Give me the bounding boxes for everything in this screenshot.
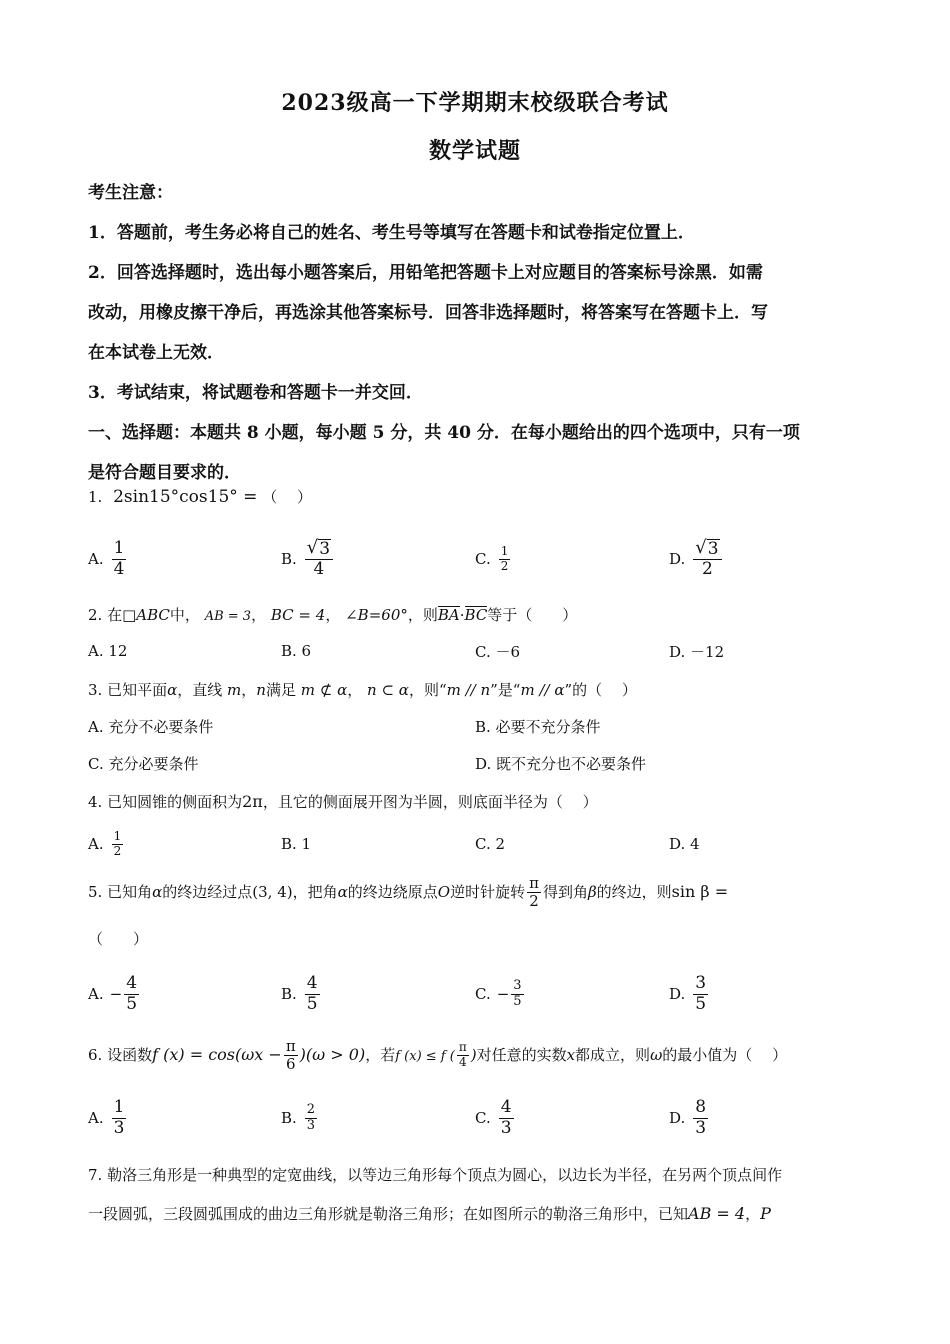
option-c[interactable]: C. − $\frac{3}{5}$	[475, 977, 522, 1009]
question-7-line2: 一段圆弧，三段圆弧围成的曲边三角形就是勒洛三角形；在如图所示的勒洛三角形中，已知AB = 4，P	[88, 1204, 771, 1223]
question-1-options	[88, 537, 868, 581]
question-1-stem: 1. 2sin15°cos15° = （ ）	[88, 487, 312, 507]
option-d[interactable]: D. －12	[669, 642, 725, 661]
notice-item: 3．考试结束，将试题卷和答题卡一并交回．	[88, 383, 423, 403]
question-6-stem: 6. 设函数f (x) = cos(ωx − $\frac{\pi}{6}$ )(ω > 0)，若f (x) ≤ f ( $\frac{\pi}{4}$ )对任意的实数x都成立，则ω的最小值为（ ）	[88, 1037, 788, 1074]
question-2-stem: 2. 在□ABC中， AB = 3， BC = 4， ∠B=60°，则BA·BC等于（ ）	[88, 606, 578, 624]
option-a[interactable]: A. 12	[88, 642, 128, 660]
question-5-paren: （ ）	[88, 930, 149, 948]
option-b[interactable]: B. $\frac{2}{3}$	[281, 1101, 316, 1133]
question-2-options	[88, 629, 868, 673]
option-c[interactable]: C. $\frac{1}{2}$	[475, 543, 509, 573]
option-d[interactable]: D. 既不充分也不必要条件	[475, 754, 647, 773]
question-4-options	[88, 822, 868, 866]
question-5-options	[88, 972, 868, 1016]
notice-item: 在本试卷上无效．	[88, 343, 224, 363]
option-c[interactable]: C. $\frac{4}{3}$	[475, 1096, 512, 1138]
question-3-stem: 3. 已知平面α，直线 m，n满足 m ⊄ α， n ⊂ α，则“m // n”是“m // α”的（ ）	[88, 681, 637, 699]
question-6-options	[88, 1096, 868, 1140]
option-b[interactable]: B. 必要不充分条件	[475, 717, 601, 736]
option-a[interactable]: A. $\frac{1}{2}$	[88, 828, 122, 858]
option-c[interactable]: C. 2	[475, 835, 506, 853]
question-7-line1: 7. 勒洛三角形是一种典型的定宽曲线，以等边三角形每个顶点为圆心，以边长为半径，在另两个顶点间作	[88, 1166, 783, 1184]
option-b[interactable]: B. 1	[281, 835, 312, 853]
exam-subtitle: 数学试题	[428, 138, 521, 164]
option-b[interactable]: B. $\frac{4}{5}$	[281, 972, 318, 1014]
section-heading: 是符合题目要求的．	[88, 463, 241, 483]
option-d[interactable]: D. √ 3 2	[669, 537, 724, 581]
exam-title: 2023级高一下学期期末校级联合考试	[281, 90, 669, 116]
question-4-stem: 4. 已知圆锥的侧面积为2π，且它的侧面展开图为半圆，则底面半径为（ ）	[88, 792, 598, 811]
section-heading: 一、选择题：本题共 8 小题，每小题 5 分，共 40 分．在每小题给出的四个选项中，只有一项	[88, 423, 800, 443]
notice-item: 2．回答选择题时，选出每小题答案后，用铅笔把答题卡上对应题目的答案标号涂黑．如需	[88, 263, 763, 283]
option-b[interactable]: B. 6	[281, 642, 312, 660]
notice-section	[88, 173, 868, 493]
option-c[interactable]: C. －6	[475, 642, 521, 661]
option-c[interactable]: C. 充分必要条件	[88, 754, 199, 773]
question-3-options-row2	[88, 741, 868, 785]
option-d[interactable]: D. $\frac{3}{5}$	[669, 972, 707, 1014]
option-d[interactable]: D. 4	[669, 835, 700, 853]
question-5-stem: 5. 已知角α的终边经过点(3, 4)，把角α的终边绕原点O逆时针旋转 $\frac{\pi}{2}$ 得到角β的终边，则sin β =	[88, 874, 729, 911]
notice-item: 1．答题前，考生务必将自己的姓名、考生号等填写在答题卡和试卷指定位置上．	[88, 223, 695, 243]
option-a[interactable]: A. $\frac{1}{4}$	[88, 537, 125, 579]
notice-heading: 考生注意：	[88, 183, 173, 203]
option-a[interactable]: A. 充分不必要条件	[88, 717, 214, 736]
notice-item: 改动，用橡皮擦干净后，再选涂其他答案标号．回答非选择题时，将答案写在答题卡上．写	[88, 303, 768, 323]
option-a[interactable]: A. $\frac{1}{3}$	[88, 1096, 125, 1138]
option-d[interactable]: D. $\frac{8}{3}$	[669, 1096, 707, 1138]
option-b[interactable]: B. √ 3 4	[281, 537, 335, 581]
option-a[interactable]: A. − $\frac{4}{5}$	[88, 972, 138, 1014]
